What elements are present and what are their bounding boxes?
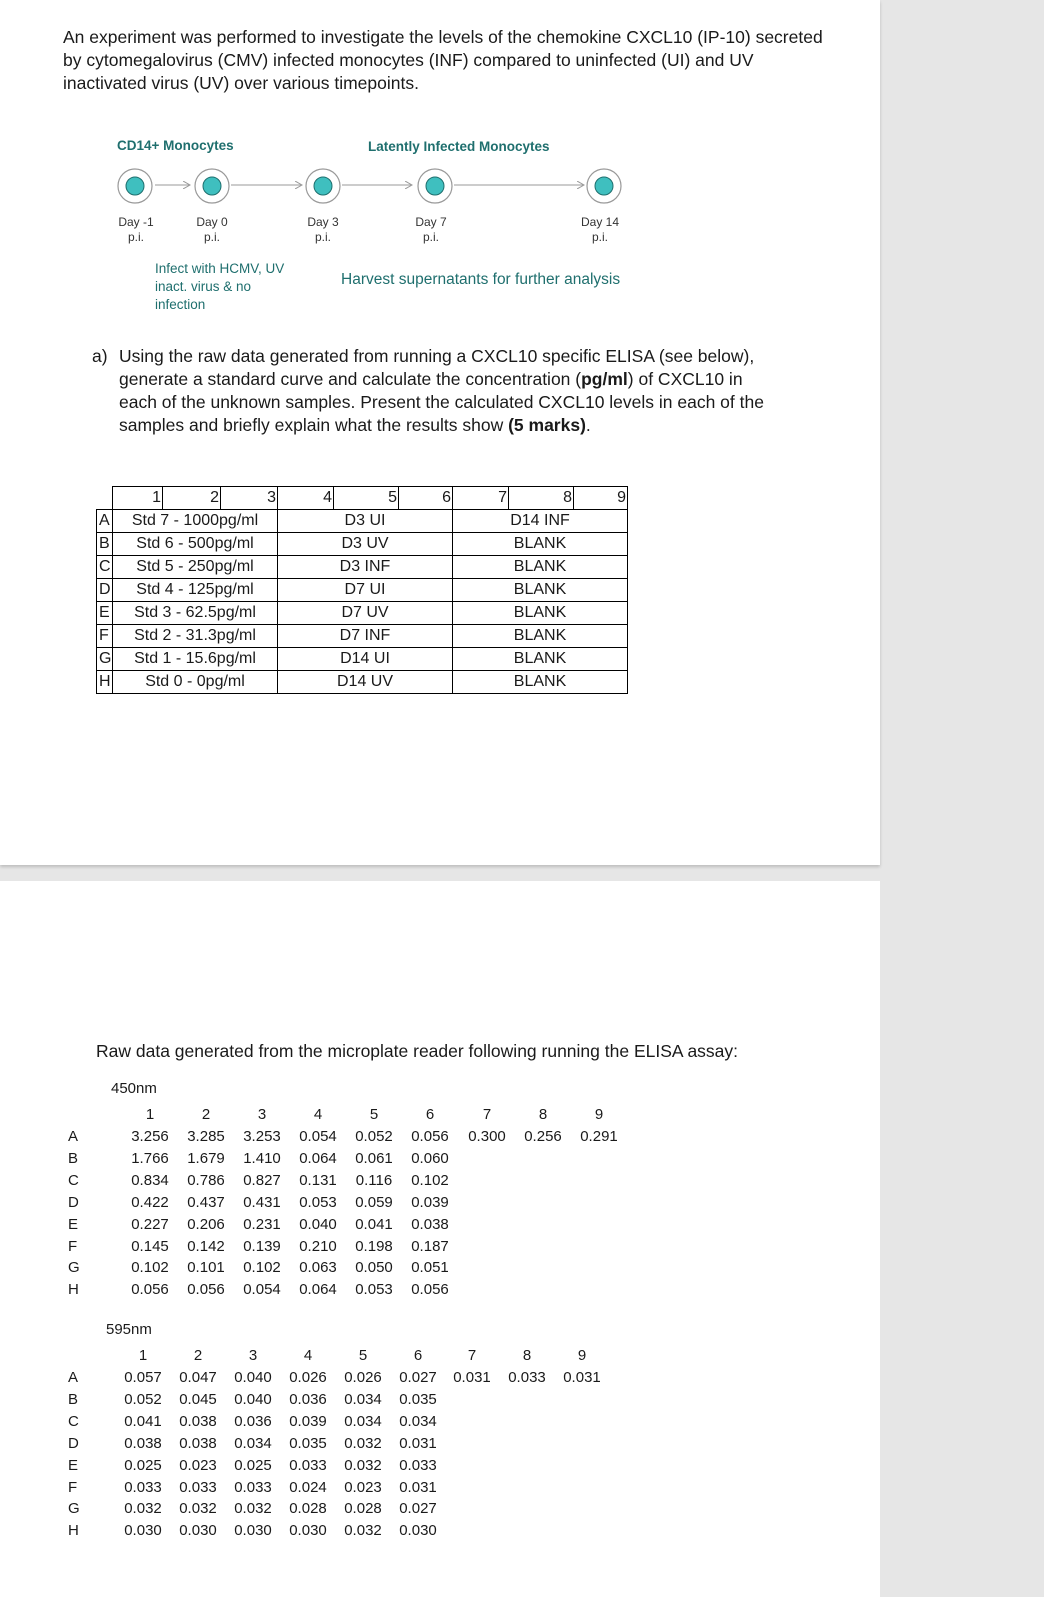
od-value: 0.032 [344, 1522, 382, 1540]
reading-595nm [0, 881, 880, 1597]
od-value: 0.039 [411, 1193, 449, 1211]
column-header: 3 [257, 1106, 267, 1123]
od-value: 0.054 [243, 1281, 281, 1299]
od-value: 0.030 [234, 1522, 272, 1540]
col-header: 4 [278, 487, 334, 510]
sample-cell: D14 UI [278, 648, 453, 671]
od-value: 0.064 [299, 1281, 337, 1299]
od-value: 0.032 [344, 1456, 382, 1474]
od-value: 0.050 [355, 1259, 393, 1277]
od-value: 1.679 [187, 1149, 225, 1167]
extra-cell: BLANK [453, 625, 628, 648]
row-label: D [97, 579, 113, 602]
od-value: 0.030 [289, 1522, 327, 1540]
od-value: 0.032 [234, 1500, 272, 1518]
timeline-diagram [0, 0, 880, 320]
raw-data-title: Raw data generated from the microplate reader following running the ELISA assay: [96, 1041, 739, 1061]
column-header: 2 [201, 1106, 211, 1123]
extra-cell: BLANK [453, 648, 628, 671]
row-label: G [68, 1500, 80, 1518]
od-value: 0.034 [399, 1412, 437, 1430]
od-value: 0.035 [399, 1390, 437, 1408]
od-value: 0.026 [289, 1369, 327, 1386]
page-1 [0, 0, 880, 865]
wavelength-label: 595nm [106, 1321, 152, 1338]
day-label-3: Day 3 p.i. [307, 215, 339, 244]
od-value: 0.045 [179, 1390, 217, 1408]
standard-cell: Std 0 - 0pg/ml [113, 671, 278, 694]
od-value: 0.034 [344, 1412, 382, 1430]
od-value: 0.031 [453, 1369, 491, 1386]
left-title: CD14+ Monocytes [117, 138, 234, 153]
standard-cell: Std 4 - 125pg/ml [113, 579, 278, 602]
od-value: 0.036 [234, 1412, 272, 1430]
layout-row [97, 602, 628, 625]
od-value: 0.102 [131, 1259, 169, 1277]
intro-paragraph: An experiment was performed to investigate the levels of the chemokine CXCL10 (IP-10) secreted by cytomegalovirus (CMV) infected monocytes (INF) compared to uninfected (UI) and UV inactivated virus (UV) over various timepoints. [63, 27, 823, 93]
column-header: 6 [413, 1347, 423, 1364]
od-value: 0.030 [179, 1522, 217, 1540]
column-header: 1 [145, 1106, 155, 1123]
row-label: B [68, 1149, 79, 1167]
row-label: H [68, 1281, 79, 1299]
od-value: 0.061 [355, 1149, 393, 1167]
day-label-5: Day 14 p.i. [580, 215, 620, 244]
row-label: H [68, 1522, 79, 1540]
od-value: 0.033 [399, 1456, 437, 1474]
infect-note: Infect with HCMV, UV inact. virus & no infection [155, 261, 285, 312]
right-title: Latently Infected Monocytes [368, 139, 550, 154]
sample-cell: D7 UV [278, 602, 453, 625]
od-value: 0.052 [124, 1390, 162, 1408]
column-header: 4 [313, 1106, 323, 1123]
sample-cell: D7 UI [278, 579, 453, 602]
col-header: 3 [221, 487, 278, 510]
od-value: 0.041 [355, 1215, 393, 1233]
cell-day-0 [195, 169, 229, 203]
od-value: 0.227 [131, 1215, 169, 1233]
column-header: 8 [538, 1106, 548, 1123]
layout-row [97, 556, 628, 579]
od-value: 0.023 [344, 1478, 382, 1496]
extra-cell: BLANK [453, 533, 628, 556]
od-value: 0.786 [187, 1171, 225, 1189]
row-label: C [68, 1171, 79, 1189]
od-value: 0.025 [124, 1456, 162, 1474]
extra-cell: BLANK [453, 602, 628, 625]
row-label: E [97, 602, 113, 625]
layout-row [97, 671, 628, 694]
column-header: 5 [369, 1106, 379, 1123]
column-header: 2 [193, 1347, 203, 1364]
od-value: 0.034 [234, 1434, 272, 1452]
page-2 [0, 881, 880, 1597]
row-label: G [68, 1259, 80, 1277]
od-value: 0.033 [179, 1478, 217, 1496]
row-label: C [97, 556, 113, 579]
od-value: 0.033 [124, 1478, 162, 1496]
row-label: C [68, 1412, 79, 1430]
od-value: 0.051 [411, 1259, 449, 1277]
od-value: 0.057 [124, 1369, 162, 1386]
od-value: 0.437 [187, 1193, 225, 1211]
od-value: 0.035 [289, 1434, 327, 1452]
od-value: 0.059 [355, 1193, 393, 1211]
row-label: F [97, 625, 113, 648]
od-value: 0.056 [131, 1281, 169, 1299]
sample-cell: D7 INF [278, 625, 453, 648]
od-value: 0.198 [355, 1237, 393, 1255]
od-value: 0.040 [234, 1369, 272, 1386]
question-label: a) [92, 346, 108, 366]
standard-cell: Std 6 - 500pg/ml [113, 533, 278, 556]
od-value: 0.031 [399, 1478, 437, 1496]
od-value: 0.031 [399, 1434, 437, 1452]
col-header: 1 [113, 487, 163, 510]
od-value: 0.032 [124, 1500, 162, 1518]
row-label: E [68, 1456, 79, 1474]
standard-cell: Std 3 - 62.5pg/ml [113, 602, 278, 625]
column-header: 9 [594, 1106, 604, 1123]
od-value: 0.187 [411, 1237, 449, 1255]
od-value: 0.210 [299, 1237, 337, 1255]
standard-cell: Std 5 - 250pg/ml [113, 556, 278, 579]
od-value: 0.038 [179, 1412, 217, 1430]
od-value: 0.033 [508, 1369, 546, 1386]
od-value: 0.056 [187, 1281, 225, 1299]
column-header: 9 [577, 1347, 587, 1364]
col-header: 9 [574, 487, 628, 510]
od-value: 0.028 [344, 1500, 382, 1518]
od-value: 0.032 [179, 1500, 217, 1518]
row-label: F [68, 1478, 78, 1496]
od-value: 0.024 [289, 1478, 327, 1496]
column-header: 1 [138, 1347, 148, 1364]
od-value: 0.102 [411, 1171, 449, 1189]
od-value: 0.142 [187, 1237, 225, 1255]
row-label: F [68, 1237, 78, 1255]
od-value: 3.256 [131, 1128, 169, 1145]
od-value: 0.231 [243, 1215, 281, 1233]
extra-cell: BLANK [453, 556, 628, 579]
od-value: 0.102 [243, 1259, 281, 1277]
layout-row [97, 510, 628, 533]
layout-header-row [97, 487, 628, 510]
od-value: 0.116 [355, 1171, 393, 1189]
extra-cell: D14 INF [453, 510, 628, 533]
od-value: 0.031 [563, 1369, 601, 1386]
row-label: A [68, 1128, 79, 1145]
sample-cell: D3 UV [278, 533, 453, 556]
od-value: 0.047 [179, 1369, 217, 1386]
standard-cell: Std 1 - 15.6pg/ml [113, 648, 278, 671]
od-value: 1.766 [131, 1149, 169, 1167]
row-label: D [68, 1434, 79, 1452]
od-value: 3.253 [243, 1128, 281, 1145]
od-value: 0.038 [411, 1215, 449, 1233]
row-label: H [97, 671, 113, 694]
column-header: 3 [248, 1347, 258, 1364]
col-header: 8 [509, 487, 574, 510]
layout-row [97, 648, 628, 671]
standard-cell: Std 7 - 1000pg/ml [113, 510, 278, 533]
od-value: 0.827 [243, 1171, 281, 1189]
column-header: 8 [522, 1347, 532, 1364]
layout-row [97, 579, 628, 602]
row-label: B [68, 1390, 79, 1408]
od-value: 1.410 [243, 1149, 281, 1167]
od-value: 0.028 [289, 1500, 327, 1518]
od-value: 0.101 [187, 1259, 225, 1277]
standard-cell: Std 2 - 31.3pg/ml [113, 625, 278, 648]
layout-row [97, 625, 628, 648]
od-value: 0.038 [124, 1434, 162, 1452]
od-value: 0.056 [411, 1281, 449, 1299]
od-value: 0.139 [243, 1237, 281, 1255]
od-value: 0.030 [399, 1522, 437, 1540]
plate-layout-table [96, 486, 628, 694]
cell-day-14 [587, 169, 621, 203]
od-value: 0.025 [234, 1456, 272, 1474]
od-value: 0.131 [299, 1171, 337, 1189]
cell-day-3 [306, 169, 340, 203]
od-value: 0.034 [344, 1390, 382, 1408]
od-value: 0.422 [131, 1193, 169, 1211]
od-value: 0.023 [179, 1456, 217, 1474]
cell-day-minus1 [118, 169, 152, 203]
layout-row [97, 533, 628, 556]
row-label: A [97, 510, 113, 533]
od-value: 0.053 [355, 1281, 393, 1299]
od-value: 0.064 [299, 1149, 337, 1167]
od-value: 0.027 [399, 1369, 437, 1386]
column-header: 4 [303, 1347, 313, 1364]
sample-cell: D3 UI [278, 510, 453, 533]
extra-cell: BLANK [453, 579, 628, 602]
od-value: 0.056 [411, 1128, 449, 1145]
harvest-note: Harvest supernatants for further analysis [341, 271, 621, 288]
od-value: 0.060 [411, 1149, 449, 1167]
extra-cell: BLANK [453, 671, 628, 694]
column-header: 6 [425, 1106, 435, 1123]
od-value: 0.041 [124, 1412, 162, 1430]
od-value: 0.053 [299, 1193, 337, 1211]
od-value: 0.291 [580, 1128, 618, 1145]
od-value: 0.027 [399, 1500, 437, 1518]
od-value: 0.026 [344, 1369, 382, 1386]
od-value: 0.038 [179, 1434, 217, 1452]
od-value: 0.063 [299, 1259, 337, 1277]
od-value: 0.040 [234, 1390, 272, 1408]
od-value: 0.033 [234, 1478, 272, 1496]
column-header: 7 [467, 1347, 477, 1364]
sample-cell: D3 INF [278, 556, 453, 579]
row-label: E [68, 1215, 79, 1233]
od-value: 0.256 [524, 1128, 562, 1145]
od-value: 0.030 [124, 1522, 162, 1540]
day-label-4: Day 7 p.i. [415, 215, 447, 244]
od-value: 3.285 [187, 1128, 225, 1145]
od-value: 0.431 [243, 1193, 281, 1211]
column-header: 5 [358, 1347, 368, 1364]
col-header: 7 [453, 487, 509, 510]
od-value: 0.039 [289, 1412, 327, 1430]
column-header: 7 [482, 1106, 492, 1123]
day-label-1: Day -1 p.i. [118, 215, 154, 244]
od-value: 0.036 [289, 1390, 327, 1408]
question-text: Using the raw data generated from running a CXCL10 specific ELISA (see below), generate a standard curve and calculate the concentration (pg/ml) of CXCL10 in each of the unknown samples. Present the calculated CXCL10 levels in each of the samples and briefly explain what the results show (5 marks). [119, 346, 764, 435]
day-label-2: Day 0 p.i. [196, 215, 228, 244]
cell-day-7 [418, 169, 452, 203]
od-value: 0.300 [468, 1128, 506, 1145]
od-value: 0.033 [289, 1456, 327, 1474]
od-value: 0.052 [355, 1128, 393, 1145]
row-label: A [68, 1369, 79, 1386]
row-label: B [97, 533, 113, 556]
od-value: 0.206 [187, 1215, 225, 1233]
col-header: 2 [163, 487, 221, 510]
row-label: D [68, 1193, 79, 1211]
od-value: 0.040 [299, 1215, 337, 1233]
od-value: 0.145 [131, 1237, 169, 1255]
row-label: G [97, 648, 113, 671]
od-value: 0.834 [131, 1171, 169, 1189]
col-header: 6 [399, 487, 453, 510]
wavelength-label: 450nm [111, 1080, 157, 1097]
sample-cell: D14 UV [278, 671, 453, 694]
col-header: 5 [334, 487, 399, 510]
od-value: 0.032 [344, 1434, 382, 1452]
od-value: 0.054 [299, 1128, 337, 1145]
